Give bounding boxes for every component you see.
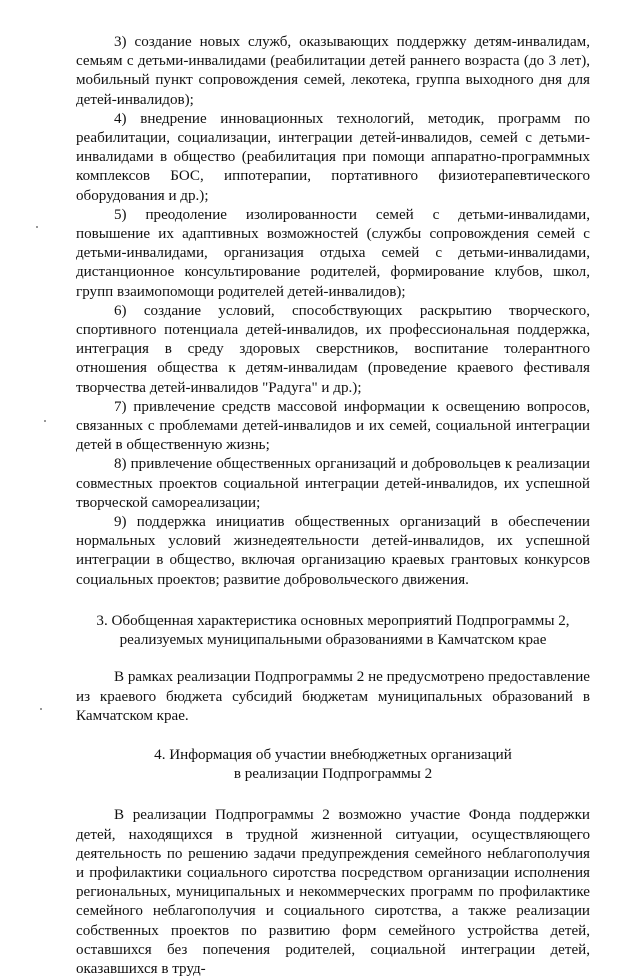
list-item-4: 4) внедрение инновационных технологий, методик, программ по реабилитации, социализации, интеграции детей-инвалидов, семей с детьми-инвалидами в общество (реабилитация при помощи аппаратно-программных комплексов БОС, иппотерапии, портативного физиотерапевтического оборудования и др.); (76, 110, 590, 204)
scan-speck (36, 226, 38, 228)
section-4-heading (76, 746, 590, 784)
list-item-6: 6) создание условий, способствующих раскрытию творческого, спортивного потенциала детей-инвалидов, их профессиональная поддержка, интеграция в среду здоровых сверстников, воспитание толерантного отношения общества к детям-инвалидам (проведение краевого фестиваля творчества детей-инвалидов "Радуга" и др.); (76, 302, 590, 396)
section-3-heading (76, 612, 590, 650)
section-3-title-line1: 3. Обобщенная характеристика основных мероприятий Подпрограммы 2, (96, 612, 570, 629)
list-item-9: 9) поддержка инициатив общественных организаций в обеспечении нормальных условий жизнедеятельности детей-инвалидов, их успешной интеграции в общество, включая организацию краевых грантовых конкурсов социальных проектов; развитие добровольческого движения. (76, 514, 590, 588)
section-4-paragraph: В реализации Подпрограммы 2 возможно участие Фонда поддержки детей, находящихся в трудной жизненной ситуации, осуществляющего деятельность по решению задачи предупреждения семейного неблагополучия и профилактики социального сиротства посредством организации исполнения региональных, муниципальных и некоммерческих программ по профилактике семейного неблагополучия и социального сиротства, а также реализации собственных проектов по развитию форм семейного устройства детей, оставшихся без попечения родителей, социальной интеграции детей, оказавшихся в труд- (76, 807, 590, 977)
list-item-3: 3) создание новых служб, оказывающих поддержку детям-инвалидам, семьям с детьми-инвалидами (реабилитации детей раннего возраста (до 3 лет), мобильный пункт сопровождения семей, лекотека, группа выходного дня для детей-инвалидов); (76, 34, 590, 108)
list-item-8: 8) привлечение общественных организаций и добровольцев к реализации совместных проектов социальной интеграции детей-инвалидов, их успешной творческой самореализации; (76, 456, 590, 511)
section-4-title-line2: в реализации Подпрограммы 2 (233, 766, 433, 783)
list-item-7: 7) привлечение средств массовой информации к освещению вопросов, связанных с проблемами детей-инвалидов и их семей, социальной интеграции детей в общественную жизнь; (76, 398, 590, 454)
section-3-paragraph: В рамках реализации Подпрограммы 2 не предусмотрено предоставление из краевого бюджета субсидий бюджетам муниципальных образований в Камчатском крае. (76, 669, 590, 724)
list-item-5: 5) преодоление изолированности семей с детьми-инвалидами, повышение их адаптивных возможностей (службы сопровождения семей с детьми-инвалидами, организация отдыха семей с детьми-инвалидами, дистанционное консультирование родителей, формирование клубов, школ, групп взаимопомощи родителей детей-инвалидов); (76, 206, 590, 300)
scan-speck (40, 708, 42, 710)
section-4-title-line1: 4. Информация об участии внебюджетных организаций (154, 746, 512, 763)
section-3-title-line2: реализуемых муниципальными образованиями в Камчатском крае (119, 632, 547, 649)
document-page (76, 33, 590, 979)
scan-speck (44, 420, 46, 422)
